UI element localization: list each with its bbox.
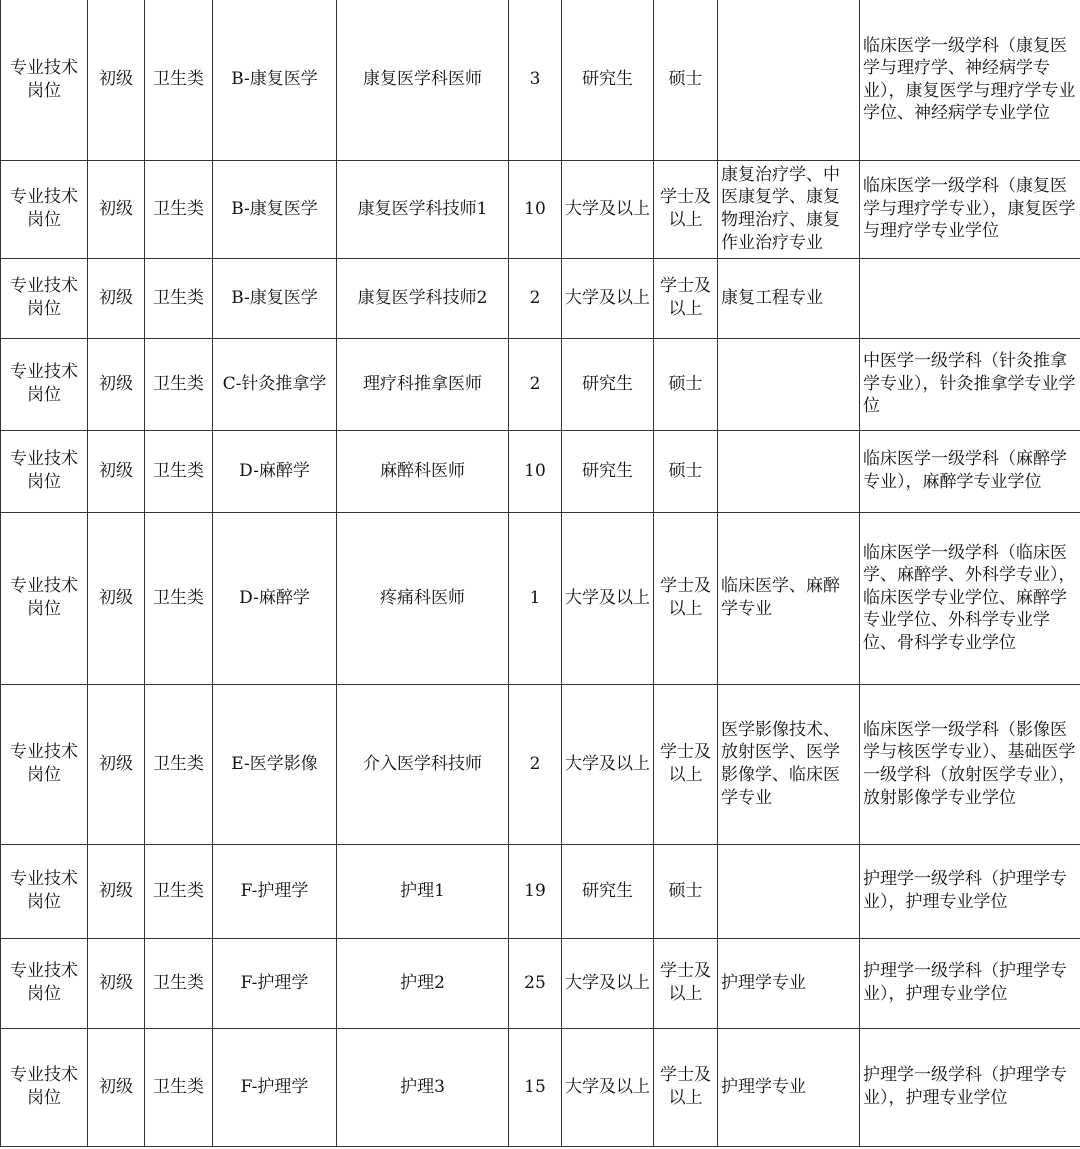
group-cell: F-护理学 xyxy=(213,1028,337,1146)
table-row xyxy=(1,258,1080,338)
count-cell: 25 xyxy=(509,938,562,1028)
category-cell: 卫生类 xyxy=(145,1028,213,1146)
category-cell: 卫生类 xyxy=(145,0,213,160)
undergrad-major-cell xyxy=(718,430,860,512)
count-cell: 19 xyxy=(509,844,562,938)
undergrad-major-cell xyxy=(718,0,860,160)
count-cell: 10 xyxy=(509,160,562,258)
undergrad-major-cell: 康复工程专业 xyxy=(718,258,860,338)
position-cell: 护理2 xyxy=(337,938,509,1028)
degree-cell: 硕士 xyxy=(654,338,718,430)
degree-cell: 硕士 xyxy=(654,430,718,512)
undergrad-major-cell: 医学影像技术、放射医学、医学影像学、临床医学专业 xyxy=(718,684,860,844)
count-cell: 10 xyxy=(509,430,562,512)
group-cell: B-康复医学 xyxy=(213,160,337,258)
position-cell: 麻醉科医师 xyxy=(337,430,509,512)
education-cell: 大学及以上 xyxy=(562,1028,654,1146)
table-row xyxy=(1,938,1080,1028)
count-cell: 2 xyxy=(509,684,562,844)
postgrad-major-cell: 护理学一级学科（护理学专业），护理专业学位 xyxy=(860,938,1080,1028)
undergrad-major-cell: 护理学专业 xyxy=(718,1028,860,1146)
level-cell: 初级 xyxy=(88,0,145,160)
position-cell: 护理3 xyxy=(337,1028,509,1146)
postgrad-major-cell: 中医学一级学科（针灸推拿学专业），针灸推拿学专业学位 xyxy=(860,338,1080,430)
undergrad-major-cell xyxy=(718,338,860,430)
category-cell: 卫生类 xyxy=(145,512,213,684)
postgrad-major-cell: 临床医学一级学科（麻醉学专业），麻醉学专业学位 xyxy=(860,430,1080,512)
level-cell: 初级 xyxy=(88,1028,145,1146)
post-type-cell: 专业技术岗位 xyxy=(1,938,88,1028)
post-type-cell: 专业技术岗位 xyxy=(1,512,88,684)
post-type-cell: 专业技术岗位 xyxy=(1,684,88,844)
education-cell: 大学及以上 xyxy=(562,160,654,258)
count-cell: 15 xyxy=(509,1028,562,1146)
group-cell: B-康复医学 xyxy=(213,0,337,160)
position-cell: 理疗科推拿医师 xyxy=(337,338,509,430)
table-row xyxy=(1,684,1080,844)
degree-cell: 学士及以上 xyxy=(654,938,718,1028)
category-cell: 卫生类 xyxy=(145,160,213,258)
count-cell: 2 xyxy=(509,338,562,430)
group-cell: E-医学影像 xyxy=(213,684,337,844)
postgrad-major-cell xyxy=(860,258,1080,338)
position-cell: 疼痛科医师 xyxy=(337,512,509,684)
group-cell: D-麻醉学 xyxy=(213,430,337,512)
table-row xyxy=(1,1028,1080,1146)
count-cell: 1 xyxy=(509,512,562,684)
level-cell: 初级 xyxy=(88,430,145,512)
table-row xyxy=(1,338,1080,430)
group-cell: D-麻醉学 xyxy=(213,512,337,684)
category-cell: 卫生类 xyxy=(145,684,213,844)
undergrad-major-cell: 临床医学、麻醉学专业 xyxy=(718,512,860,684)
postgrad-major-cell: 临床医学一级学科（临床医学、麻醉学、外科学专业），临床医学专业学位、麻醉学专业学位、外科学专业学位、骨科学专业学位 xyxy=(860,512,1080,684)
post-type-cell: 专业技术岗位 xyxy=(1,0,88,160)
group-cell: C-针灸推拿学 xyxy=(213,338,337,430)
table-body xyxy=(1,0,1080,1146)
count-cell: 3 xyxy=(509,0,562,160)
degree-cell: 学士及以上 xyxy=(654,160,718,258)
degree-cell: 学士及以上 xyxy=(654,258,718,338)
undergrad-major-cell xyxy=(718,844,860,938)
undergrad-major-cell: 护理学专业 xyxy=(718,938,860,1028)
position-cell: 介入医学科技师 xyxy=(337,684,509,844)
category-cell: 卫生类 xyxy=(145,430,213,512)
table-row xyxy=(1,0,1080,160)
education-cell: 研究生 xyxy=(562,430,654,512)
post-type-cell: 专业技术岗位 xyxy=(1,338,88,430)
level-cell: 初级 xyxy=(88,258,145,338)
level-cell: 初级 xyxy=(88,938,145,1028)
category-cell: 卫生类 xyxy=(145,938,213,1028)
position-cell: 康复医学科技师2 xyxy=(337,258,509,338)
postgrad-major-cell: 临床医学一级学科（影像医学与核医学专业）、基础医学一级学科（放射医学专业），放射影像学专业学位 xyxy=(860,684,1080,844)
postgrad-major-cell: 临床医学一级学科（康复医学与理疗学专业），康复医学与理疗学专业学位 xyxy=(860,160,1080,258)
degree-cell: 学士及以上 xyxy=(654,512,718,684)
education-cell: 研究生 xyxy=(562,338,654,430)
table-row xyxy=(1,160,1080,258)
education-cell: 研究生 xyxy=(562,844,654,938)
education-cell: 大学及以上 xyxy=(562,684,654,844)
post-type-cell: 专业技术岗位 xyxy=(1,430,88,512)
level-cell: 初级 xyxy=(88,160,145,258)
postgrad-major-cell: 护理学一级学科（护理学专业），护理专业学位 xyxy=(860,844,1080,938)
count-cell: 2 xyxy=(509,258,562,338)
table-row xyxy=(1,430,1080,512)
category-cell: 卫生类 xyxy=(145,338,213,430)
education-cell: 大学及以上 xyxy=(562,512,654,684)
postgrad-major-cell: 护理学一级学科（护理学专业），护理专业学位 xyxy=(860,1028,1080,1146)
degree-cell: 学士及以上 xyxy=(654,684,718,844)
position-cell: 康复医学科技师1 xyxy=(337,160,509,258)
undergrad-major-cell: 康复治疗学、中医康复学、康复物理治疗、康复作业治疗专业 xyxy=(718,160,860,258)
table-row xyxy=(1,512,1080,684)
degree-cell: 硕士 xyxy=(654,844,718,938)
post-type-cell: 专业技术岗位 xyxy=(1,844,88,938)
group-cell: F-护理学 xyxy=(213,844,337,938)
education-cell: 大学及以上 xyxy=(562,938,654,1028)
post-type-cell: 专业技术岗位 xyxy=(1,258,88,338)
category-cell: 卫生类 xyxy=(145,258,213,338)
category-cell: 卫生类 xyxy=(145,844,213,938)
level-cell: 初级 xyxy=(88,844,145,938)
postgrad-major-cell: 临床医学一级学科（康复医学与理疗学、神经病学专业），康复医学与理疗学专业学位、神经病学专业学位 xyxy=(860,0,1080,160)
post-type-cell: 专业技术岗位 xyxy=(1,1028,88,1146)
level-cell: 初级 xyxy=(88,512,145,684)
post-type-cell: 专业技术岗位 xyxy=(1,160,88,258)
education-cell: 大学及以上 xyxy=(562,258,654,338)
position-cell: 护理1 xyxy=(337,844,509,938)
degree-cell: 硕士 xyxy=(654,0,718,160)
group-cell: B-康复医学 xyxy=(213,258,337,338)
table-row xyxy=(1,844,1080,938)
level-cell: 初级 xyxy=(88,684,145,844)
group-cell: F-护理学 xyxy=(213,938,337,1028)
degree-cell: 学士及以上 xyxy=(654,1028,718,1146)
education-cell: 研究生 xyxy=(562,0,654,160)
position-cell: 康复医学科医师 xyxy=(337,0,509,160)
level-cell: 初级 xyxy=(88,338,145,430)
